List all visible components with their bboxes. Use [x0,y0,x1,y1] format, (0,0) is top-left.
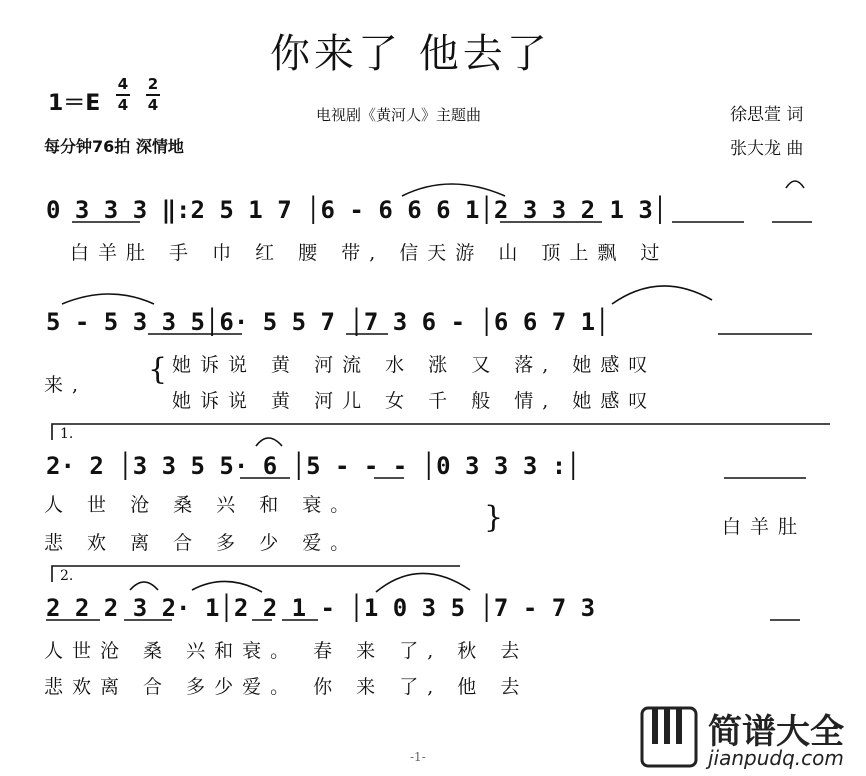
site-logo-text: 简谱大全 [708,712,844,752]
lyrics-row-4-verse-1: 人世沧 桑 兴和衰。 春 来 了, 秋 去 [44,640,529,662]
notation-row-3: 2· 2 │3 3 5 5· 6 │5 - - - │0 3 3 3 :│ [46,452,581,480]
subtitle: 电视剧《黄河人》主题曲 [316,106,482,124]
song-title: 你来了 他去了 [270,31,551,77]
time-sig-bottom: 4 [147,96,159,114]
lyrics-lead-row-2: 来, [44,374,88,396]
tempo-marking: 每分钟76拍 深情地 [44,137,184,156]
brace-left: { [148,352,168,387]
notation-row-2: 5 - 5 3 3 5│6· 5 5 7 │7 3 6 - │6 6 7 1│ [46,308,610,336]
lyrics-row-2-verse-1: 她诉说 黄 河流 水 涨 又 落, 她感叹 [172,354,657,376]
lyrics-row-4-verse-2: 悲欢离 合 多少爱。 你 来 了, 他 去 [44,676,529,698]
volta-2-bracket [52,566,460,582]
notation-row-4: 2 2 2 3 2· 1│2 2 1 - │1 0 3 5 │7 - 7 3 [46,594,596,622]
time-sig-bottom: 4 [117,96,129,114]
slur [62,294,154,304]
volta-1-bracket [52,424,830,440]
site-url: jianpudq.com [708,746,844,770]
lyrics-row-1: 白羊肚 手 巾 红 腰 带, 信天游 山 顶上飘 过 [70,242,669,264]
page-number: -1- [410,750,426,764]
slur [130,582,158,590]
volta-2-label: 2. [60,568,74,584]
notation-row-1: 0 3 3 3 ‖:2 5 1 7 │6 - 6 6 6 1│2 3 3 2 1 3│ [46,196,668,224]
lyrics-row-2-verse-2: 她诉说 黄 河儿 女 千 般 情, 她感叹 [172,390,657,412]
time-sig-top: 2 [147,75,159,93]
time-sig-top: 4 [117,75,129,93]
composer-credit: 张大龙 曲 [730,139,804,159]
brace-right: } [484,500,504,535]
piano-logo-icon [640,706,700,770]
slur [786,181,804,188]
lyrics-row-3-verse-1: 人 世 沧 桑 兴 和 衰。 [44,494,359,516]
slur [402,184,505,196]
slur [376,573,470,592]
lyricist-credit: 徐思萱 词 [730,105,804,125]
slur [256,438,282,446]
volta-1-label: 1. [60,426,74,442]
slur [612,286,712,304]
key-signature: 1＝E [48,91,101,116]
lyrics-row-3-side: 白羊肚 [722,516,807,538]
slur [192,581,262,592]
lyrics-row-3-verse-2: 悲 欢 离 合 多 少 爱。 [44,532,359,554]
